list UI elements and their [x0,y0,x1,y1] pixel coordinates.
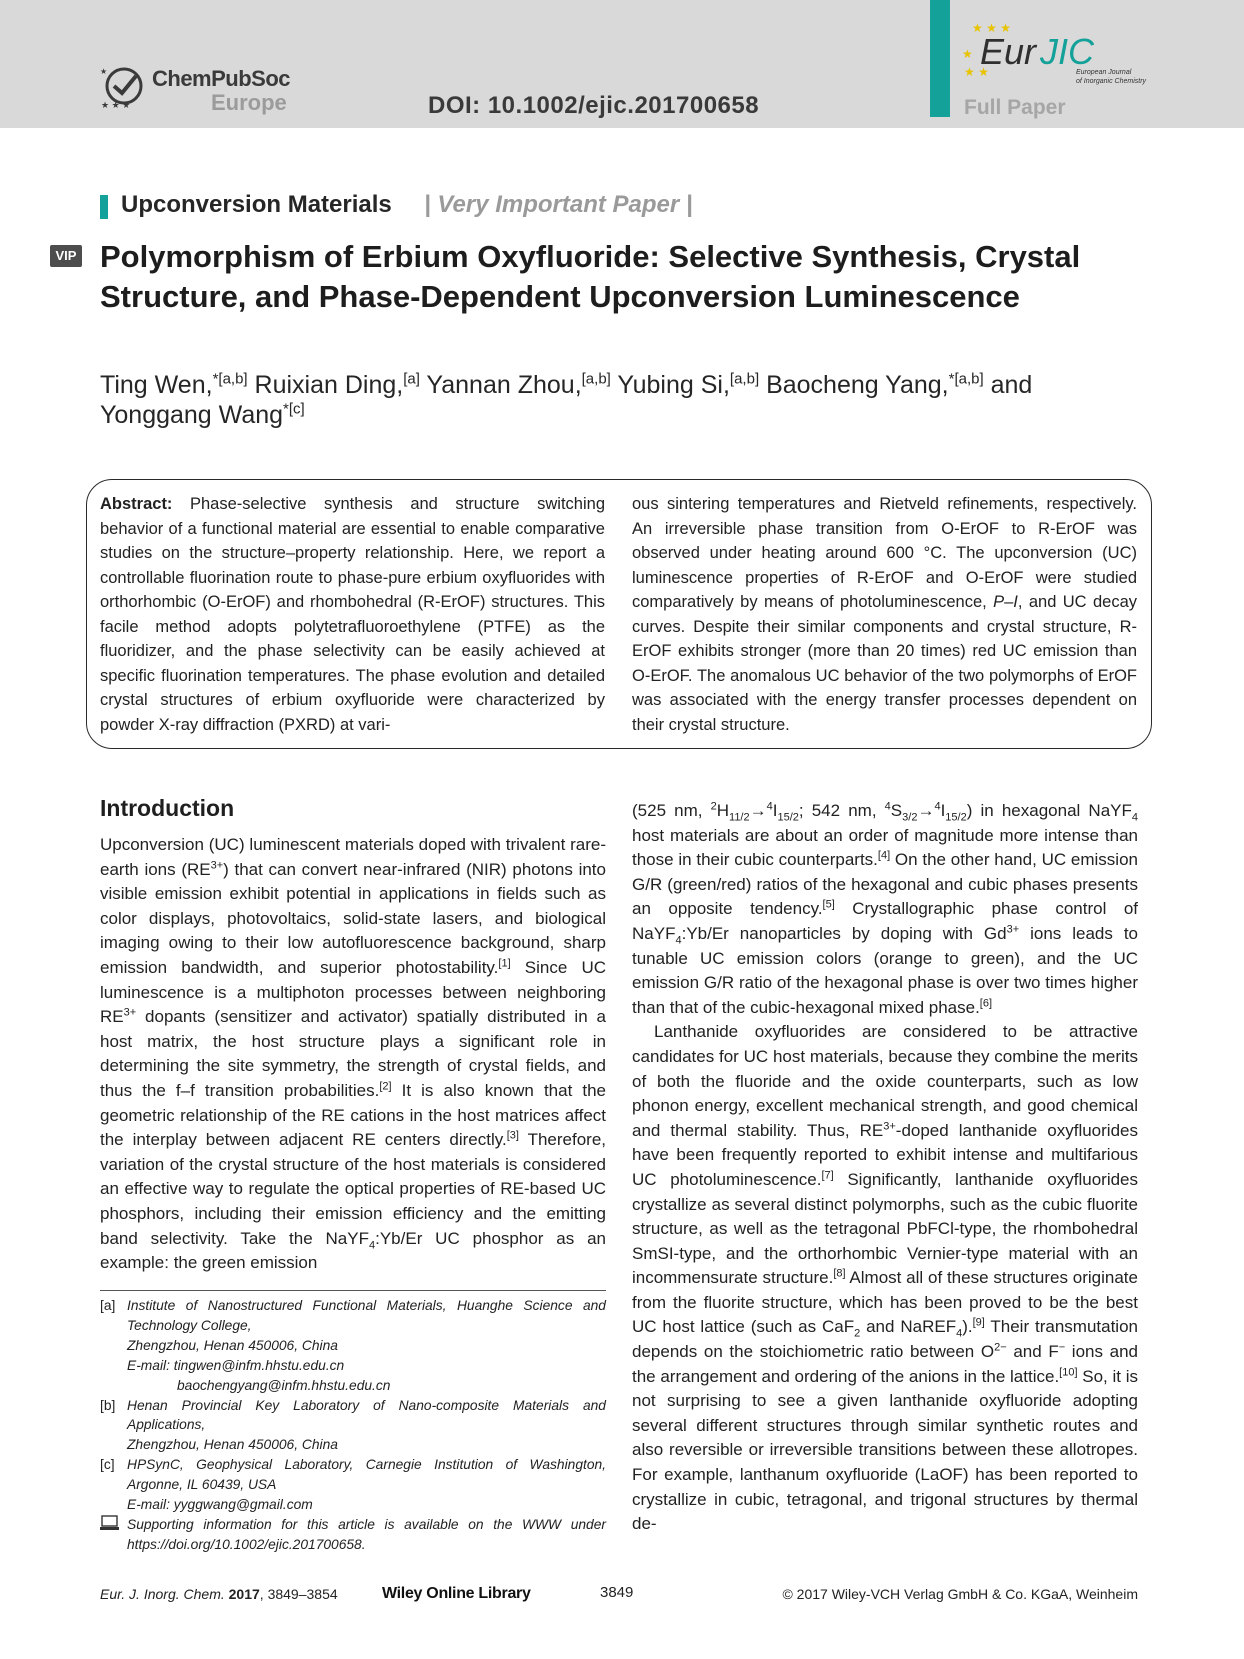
abstract-pi: P–I [993,593,1018,611]
citation: [8] [833,1267,846,1280]
accent-bar [930,0,950,117]
article-type: Full Paper [964,96,1066,119]
copyright: © 2017 Wiley-VCH Verlag GmbH & Co. KGaA, Weinheim [782,1586,1138,1602]
footnote-text: Zhengzhou, Henan 450006, China [127,1337,338,1353]
svg-text:★ ★: ★ ★ [964,65,989,79]
supporting-info-link[interactable]: Supporting information for this article is available on the WWW under https://doi.org/10.1002/ejic.201700658. [127,1516,606,1552]
svg-text:★ ★ ★: ★ ★ ★ [101,100,131,110]
vip-badge: VIP [50,245,82,267]
paragraph: (525 nm, $^2H_{11/2}\to^4I_{15/2}$; 542 nm, $^4S_{3/2}\to^4I_{15/2}$) in hexagonal NaYF$_4$ host materials are about an order of magnitude more intense than those in their cubic counterparts.[4] On the other hand, UC emission G/R (green/red) ratios of the hexagonal and cubic phases presents an opposite tendency.[5] Crystallographic phase control of NaYF$_4$:Yb/Er nanoparticles by doping with $Gd^{3+}$ ions leads to tunable UC emission colors (orange to green), and the UC emission G/R ratio of the hexagonal phase is over two times higher than that of the cubic-hexagonal mixed phase.[6] [632,800,1138,1017]
author-aff: *[c] [283,400,305,418]
footnote-text: HPSynC, Geophysical Laboratory, Carnegie Institution of Washington, Argonne, IL 60439, USA [127,1457,606,1493]
chempubsoc-logo-icon [98,60,150,112]
logo-line2: of Inorganic Chemistry [1076,78,1147,85]
article-title: Polymorphism of Erbium Oxyfluoride: Selective Synthesis, Crystal Structure, and Phase-Dependent Upconversion Luminescence [100,239,1081,314]
paragraph: Lanthanide oxyfluorides are considered to be attractive candidates for UC host materials, because they combine the merits of both the fluoride and the oxide counterparts, such as low phonon energy, excellent mechanical strength, and good chemical and thermal stability. Thus, $RE^{3+}$-doped lanthanide oxyfluorides have been frequently reported to exhibit intense and multifarious UC photoluminescence.[7] Significantly, lanthanide oxyfluorides crystallize as several distinct polymorphs, such as the cubic fluorite structure, as well as the tetragonal PbFCl-type, the rhombohedral SmSI-type, and the orthorhombic Vernier-type material with an incommensurate structure.[8] Almost all of these structures originate from the fluorite structure, which has been proved to be the best UC host lattice (such as CaF$_2$ and NaREF$_4$).[9] Their transmutation depends on the stoichiometric ratio between $O^{2-}$ and F− ions and the arrangement and ordering of the anions in the lattice.[10] So, it is not surprising to see a given lanthanide oxyfluoride adopting several different structures through similar synthetic routes and also reversible or irreversible transitions between these allotropes. For example, lanthanum oxyfluoride (LaOF) has been reported to crystallize in cubic, tetragonal, and trigonal structures by thermal de- [632,1022,1139,1534]
email-link[interactable]: E-mail: tingwen@infm.hhstu.edu.cn [127,1357,345,1373]
wiley-online-library-link[interactable]: Wiley Online Library [382,1585,531,1602]
section-label: Upconversion Materials [121,191,392,218]
email-link[interactable]: E-mail: yyggwang@gmail.com [127,1497,313,1513]
body-column-right [632,799,1138,1537]
citation: [7] [821,1169,834,1182]
citation: [3] [506,1129,519,1142]
publisher-region: Europe [211,90,287,115]
journal-name: Eur. J. Inorg. Chem. [100,1586,225,1602]
doi-label[interactable]: DOI: 10.1002/ejic.201700658 [428,92,760,119]
footnote-label: [a] [100,1298,116,1313]
author-name: Yannan Zhou, [426,371,582,399]
author-name: Ting Wen, [100,371,213,399]
author-aff: [a,b] [581,370,611,388]
paragraph: Upconversion (UC) luminescent materials doped with trivalent rare-earth ions $(RE^{3+})$ that can convert near-infrared (NIR) photons into visible emission exhibit potential in applications in fields such as color displays, photovoltaics, solid-state lasers, and biological imaging owing to their low autofluorescence background, sharp emission bandwidth, and superior photostability.[1] Since UC luminescence is a multiphoton processes between neighboring $RE^{3+}$ dopants (sensitizer and activator) spatially distributed in a host matrix, the host structure plays a significant role in determining the site symmetry, the strength of crystal fields, and thus the f–f transition probabilities.[2] It is also known that the geometric relationship of the RE cations in the host matrices affect the interplay between adjacent RE centers directly.[3] Therefore, variation of the crystal structure of the host materials is considered an effective way to regulate the optical properties of RE-based UC phosphors, including their emission efficiency and the emitting band selectivity. Take the NaYF$_4$:Yb/Er UC phosphor as an example: the green emission [100,835,607,1273]
footnote-label: [c] [100,1457,115,1473]
author-name: Baocheng Yang, [766,371,949,399]
author-name: and Yonggang Wang [100,371,1033,429]
computer-icon [100,1515,127,1555]
affiliation-footnotes [100,1296,606,1555]
author-aff: *[a,b] [212,370,248,388]
svg-text:★: ★ [100,67,108,76]
svg-text:★: ★ [962,47,973,61]
author-name: Yubing Si, [617,371,730,399]
journal-pages: , 3849–3854 [259,1586,338,1602]
introduction-heading: Introduction [100,795,235,821]
logo-line1: European Journal [1076,69,1132,76]
footnote-text: Institute of Nanostructured Functional Materials, Huanghe Science and Technology College, [127,1298,606,1333]
citation: [1] [498,957,511,970]
citation: [2] [379,1080,392,1093]
citation: [6] [979,997,993,1010]
abstract-text: , and UC decay curves. Despite their similar components and crystal structure, R-ErOF exhibits stronger (more than 20 times) red UC emission than O-ErOF. The anomalous UC behavior of the two polymorphs of ErOF was associated with the energy transfer processes dependent on their crystal structure. [632,593,1137,734]
citation: [4] [877,849,891,862]
abstract-label: Abstract: [100,495,173,513]
citation: [5] [822,898,835,911]
footnote-text: Zhengzhou, Henan 450006, China [127,1437,338,1453]
author-aff: [a,b] [729,370,760,388]
journal-year: 2017 [228,1586,260,1602]
citation: [10] [1059,1366,1078,1378]
abstract-column-right [632,492,1137,737]
publisher-name: ChemPubSoc [152,66,291,91]
svg-text:Eur: Eur [980,31,1037,72]
abstract-text: Phase-selective synthesis and structure switching behavior of a functional material are essential to enable comparative studies on the structure–property relationship. Here, we report a controllable fluorination route to phase-pure erbium oxyfluorides with orthorhombic (O-ErOF) and rhombohedral (R-ErOF) structures. This facile method adopts polytetrafluoroethylene (PTFE) as the fluoridizer, and the phase selectivity can be easily achieved at specific fluorination temperatures. The phase evolution and detailed crystal structures of erbium oxyfluoride were characterized by powder X-ray diffraction (PXRD) at vari- [100,495,605,734]
author-name: Ruixian Ding, [254,371,404,399]
section-marker [100,195,108,219]
page-number: 3849 [600,1584,634,1601]
svg-text:JIC: JIC [1040,31,1094,72]
vip-label: | Very Important Paper | [424,191,693,218]
author-aff: [a] [403,370,420,388]
journal-citation [100,1586,338,1602]
abstract-column-left [100,492,605,737]
author-list [100,370,1140,430]
eurjic-logo-icon [958,10,1148,90]
svg-text:★ ★ ★: ★ ★ ★ [972,21,1011,35]
footnote-rule [100,1290,606,1291]
abstract-text: ous sintering temperatures and Rietveld refinements, respectively. An irreversible phase transition from O-ErOF to R-ErOF was observed under heating around 600 °C. The upconversion (UC) luminescence properties of R-ErOF and O-ErOF were studied comparatively by means of photoluminescence, [632,495,1137,611]
citation: [9] [972,1316,985,1329]
footnote-label: [b] [100,1397,116,1413]
footnote-text: Henan Provincial Key Laboratory of Nano-composite Materials and Applications, [127,1397,606,1433]
author-aff: *[a,b] [948,370,984,388]
body-column-left [100,833,606,1276]
email-link[interactable]: baochengyang@infm.hhstu.edu.cn [177,1377,391,1393]
